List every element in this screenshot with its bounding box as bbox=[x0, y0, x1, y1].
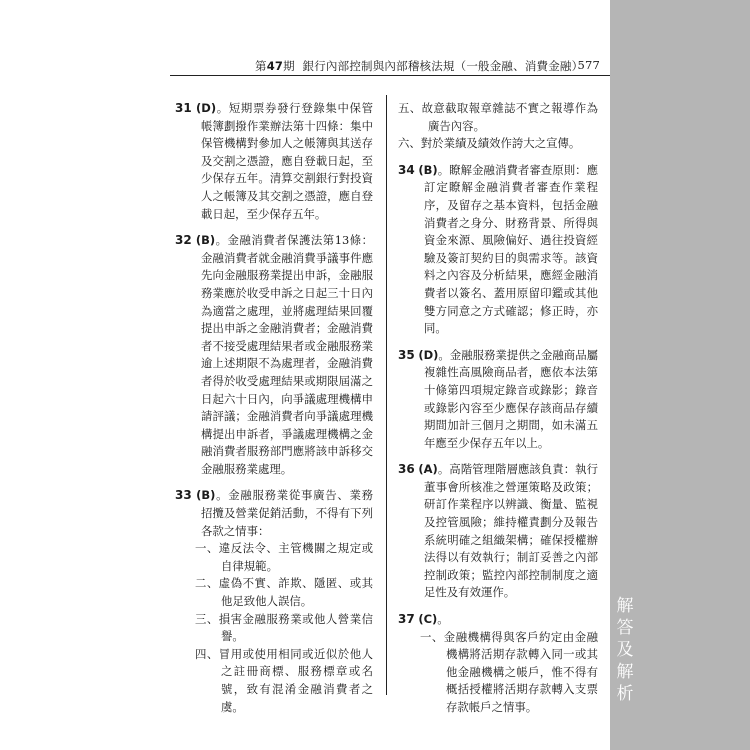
explanation-text: 。高階管理階層應該負責：執行董事會所核准之營運策略及政策；研訂作業程序以辨識、衡量、監視及控管風險；維持權責劃分及報告系統明確之組織架構；確保授權辦法得以有效執行；制訂妥善之內部控制政策；監控內部控制制度之適足性及有效運作。 bbox=[424, 462, 598, 600]
explanation-text: 。短期票券發行登錄集中保管帳簿劃撥作業辦法第十四條：集中保管機構對參加人之帳簿與其送存及交割之憑證，應自登載日起，至少保存五年。清算交割銀行對投資人之帳簿及其交割之憑證，應自登載日起，至少保存五年。 bbox=[201, 101, 373, 221]
question-number: 33 bbox=[175, 488, 192, 503]
sidebar-char: 解 bbox=[616, 596, 634, 616]
question-33 bbox=[175, 487, 373, 716]
question-31 bbox=[175, 100, 373, 223]
list-item: 五、故意截取報章雜誌不實之報導作為廣告內容。 bbox=[398, 101, 598, 133]
book-title: 銀行內部控制與內部稽核法規（一般金融、消費金融） bbox=[302, 59, 584, 73]
question-35 bbox=[398, 347, 598, 453]
answer-letter: (A) bbox=[418, 462, 438, 477]
explanation-text: 。金融服務業提供之金融商品屬複雜性高風險商品者，應依本法第十條第四項規定錄音或錄影；錄音或錄影內容至少應保存該商品存續期間加計三個月之期間，如未滿五年應至少保存五年以上。 bbox=[424, 347, 598, 450]
list-item: 二、虛偽不實、詐欺、隱匿、或其他足致他人誤信。 bbox=[195, 576, 373, 609]
answer-letter: (C) bbox=[418, 612, 438, 627]
answer-letter: (B) bbox=[418, 162, 438, 177]
question-33-continued bbox=[398, 100, 598, 153]
list-item: 一、金融機構得與客戶約定由金融機構將活期存款轉入同一或其他金融機構之帳戶，惟不得有概括授權將活期存款轉入支票存款帳戶之情事。 bbox=[420, 629, 598, 714]
sidebar-char: 及 bbox=[616, 640, 634, 660]
question-number: 34 bbox=[398, 162, 415, 177]
sidebar-char: 答 bbox=[616, 618, 634, 638]
issue-prefix: 第 bbox=[255, 59, 267, 73]
explanation-text: 。 bbox=[437, 612, 449, 627]
explanation-text: 。金融服務業從事廣告、業務招攬及營業促銷活動，不得有下列各款之情事： bbox=[201, 488, 373, 538]
header-rule bbox=[170, 75, 610, 76]
question-number: 36 bbox=[398, 462, 415, 477]
list-item: 四、冒用或使用相同或近似於他人之註冊商標、服務標章或名號，致有混淆金融消費者之虞。 bbox=[195, 646, 373, 714]
answer-letter: (B) bbox=[196, 488, 216, 503]
question-34 bbox=[398, 162, 598, 338]
page-number: 577 bbox=[577, 58, 600, 72]
sidebar-label bbox=[616, 595, 634, 705]
list-item: 三、損害金融服務業或他人營業信譽。 bbox=[195, 611, 373, 644]
answer-letter: (D) bbox=[418, 347, 439, 362]
sidebar-char: 解 bbox=[616, 662, 634, 682]
left-column bbox=[175, 100, 373, 725]
issue-number: 47 bbox=[266, 59, 284, 73]
question-32 bbox=[175, 232, 373, 478]
question-number: 32 bbox=[175, 233, 192, 248]
question-number: 35 bbox=[398, 347, 415, 362]
list-item: 六、對於業績及績效作誇大之宣傳。 bbox=[398, 136, 581, 151]
running-header bbox=[255, 58, 610, 74]
question-number: 37 bbox=[398, 612, 415, 627]
sidebar-char: 析 bbox=[616, 684, 634, 704]
question-number: 31 bbox=[175, 101, 192, 115]
list-item: 一、違反法令、主管機關之規定或自律規範。 bbox=[195, 541, 373, 573]
issue-suffix: 期 bbox=[283, 59, 295, 73]
answer-letter: (D) bbox=[196, 101, 217, 115]
column-divider bbox=[386, 95, 387, 695]
question-36 bbox=[398, 461, 598, 602]
explanation-text: 。瞭解金融消費者審查原則：應訂定瞭解金融消費者審查作業程序，及留存之基本資料，包括金融消費者之身分、財務背景、所得與資金來源、風險偏好、過往投資經驗及簽訂契約目的與需求等。該資料之內容及分析結果，應經金融消費者以簽名、蓋用原留印鑑或其他雙方同意之方式確認；修正時，亦同。 bbox=[424, 162, 598, 336]
question-37 bbox=[398, 611, 598, 717]
right-column bbox=[398, 100, 598, 726]
section-sidebar bbox=[610, 0, 750, 750]
explanation-text: 。金融消費者保護法第13條：金融消費者就金融消費爭議事件應先向金融服務業提出申訴，金融服務業應於收受申訴之日起三十日內為適當之處理，並將處理結果回覆提出申訴之金融消費者；金融消費者不接受處理結果者或金融服務業逾上述期限不為處理者，金融消費者得於收受處理結果或期限屆滿之日起六十日內，向爭議處理機構申請評議；金融消費者向爭議處理機構提出申訴者，爭議處理機構之金融消費者服務部門應將該申訴移交金融服務業處理。 bbox=[201, 233, 373, 476]
answer-letter: (B) bbox=[195, 233, 216, 248]
